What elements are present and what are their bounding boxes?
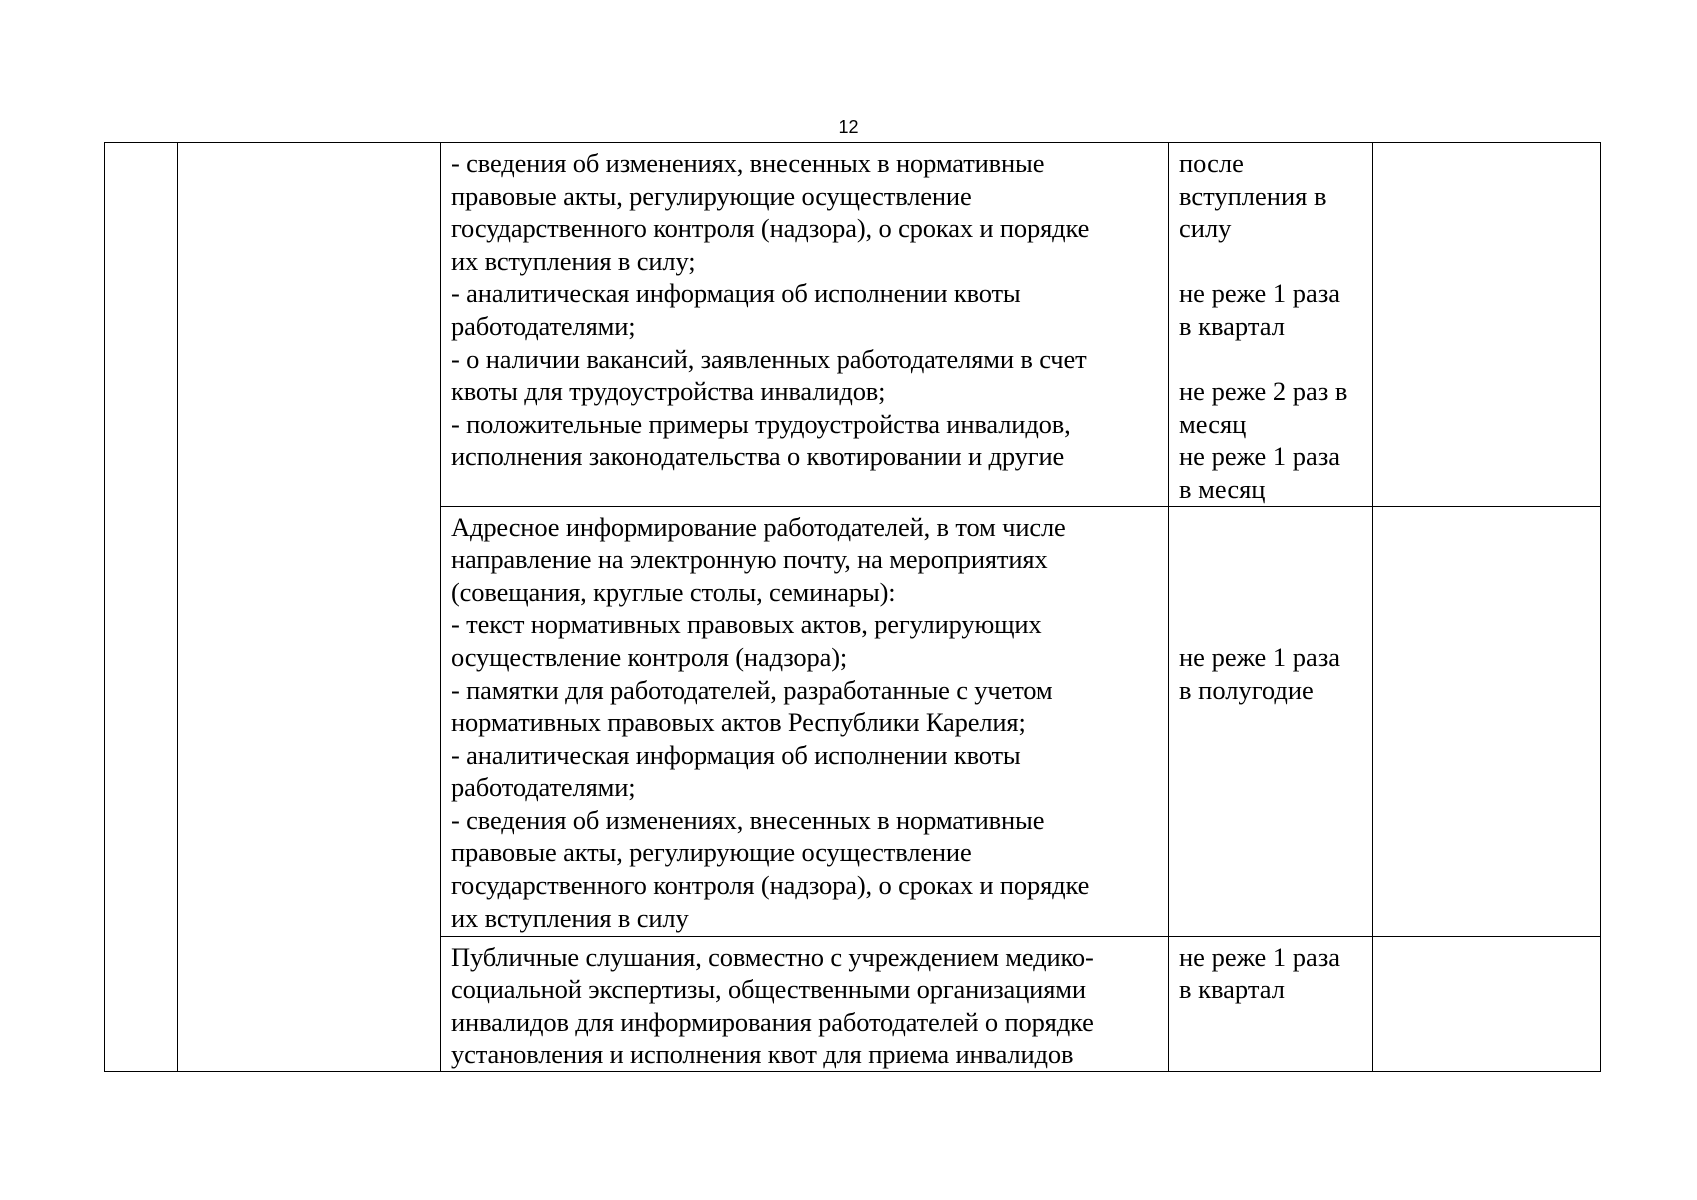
text-line: - аналитическая информация об исполнении квоты [451, 739, 1021, 770]
text-line: силу [1179, 213, 1232, 244]
text-line: после [1179, 148, 1244, 178]
text-line: работодателями; [451, 772, 636, 803]
text-line: - положительные примеры трудоустройства инвалидов, [451, 408, 1071, 439]
text-line: инвалидов для информирования работодателей о порядке [451, 1006, 1094, 1037]
table-cell-measure [178, 143, 441, 1072]
table-cell-responsible [1373, 936, 1601, 1071]
text-line: квоты для трудоустройства инвалидов; [451, 376, 886, 407]
text-line: их вступления в силу [451, 902, 689, 933]
text-line: месяц [1179, 408, 1247, 439]
text-line: социальной экспертизы, общественными организациями [451, 974, 1086, 1005]
text-line: - сведения об изменениях, внесенных в нормативные [451, 804, 1045, 835]
text-line: исполнения законодательства о квотировании и другие [451, 441, 1065, 472]
blank-line [1179, 343, 1362, 376]
blank-line [1179, 245, 1362, 278]
text-line: не реже 1 раза [1179, 441, 1341, 472]
text-line: установления и исполнения квот для приема инвалидов [451, 1039, 1074, 1070]
table-cell-information [441, 936, 1169, 1071]
text-line: не реже 2 раз в [1179, 376, 1348, 407]
text-line: нормативных правовых актов Республики Карелия; [451, 707, 1026, 738]
text-line: - о наличии вакансий, заявленных работодателями в счет [451, 343, 1087, 374]
text-line: - текст нормативных правовых актов, регулирующих [451, 609, 1042, 640]
text-line: государственного контроля (надзора), о сроках и порядке [451, 213, 1090, 244]
table-cell-frequency [1169, 936, 1373, 1071]
blank-line [1179, 608, 1362, 641]
text-line: (совещания, круглые столы, семинары): [451, 576, 896, 607]
text-line: - памятки для работодателей, разработанные с учетом [451, 674, 1053, 705]
text-line: Публичные слушания, совместно с учреждением медико- [451, 941, 1094, 972]
text-line: не реже 1 раза [1179, 641, 1341, 672]
measures-table [104, 142, 1601, 1072]
text-line: в квартал [1179, 974, 1285, 1005]
table-cell-number [105, 143, 178, 1072]
text-line: их вступления в силу; [451, 245, 696, 276]
text-line: государственного контроля (надзора), о сроках и порядке [451, 870, 1090, 901]
text-line: правовые акты, регулирующие осуществление [451, 180, 972, 211]
table-cell-frequency [1169, 143, 1373, 507]
text-line: правовые акты, регулирующие осуществление [451, 837, 972, 868]
blank-line [1179, 511, 1362, 544]
text-line: работодателями; [451, 310, 636, 341]
table-cell-frequency [1169, 506, 1373, 936]
table-row [105, 143, 1601, 507]
text-line: в полугодие [1179, 674, 1314, 705]
blank-line [1179, 576, 1362, 609]
blank-line [1179, 543, 1362, 576]
text-line: в квартал [1179, 310, 1285, 341]
text-line: вступления в [1179, 180, 1327, 211]
text-line: не реже 1 раза [1179, 941, 1341, 972]
text-line: в месяц [1179, 473, 1266, 504]
text-line: - аналитическая информация об исполнении квоты [451, 278, 1021, 309]
table-cell-responsible [1373, 506, 1601, 936]
text-line: не реже 1 раза [1179, 278, 1341, 309]
table-cell-responsible [1373, 143, 1601, 507]
table-cell-information [441, 143, 1169, 507]
text-line: осуществление контроля (надзора); [451, 641, 848, 672]
page-number: 12 [838, 117, 859, 137]
table-cell-information [441, 506, 1169, 936]
text-line: Адресное информирование работодателей, в том числе [451, 511, 1066, 542]
text-line: - сведения об изменениях, внесенных в нормативные [451, 148, 1045, 178]
text-line: направление на электронную почту, на мероприятиях [451, 544, 1048, 575]
